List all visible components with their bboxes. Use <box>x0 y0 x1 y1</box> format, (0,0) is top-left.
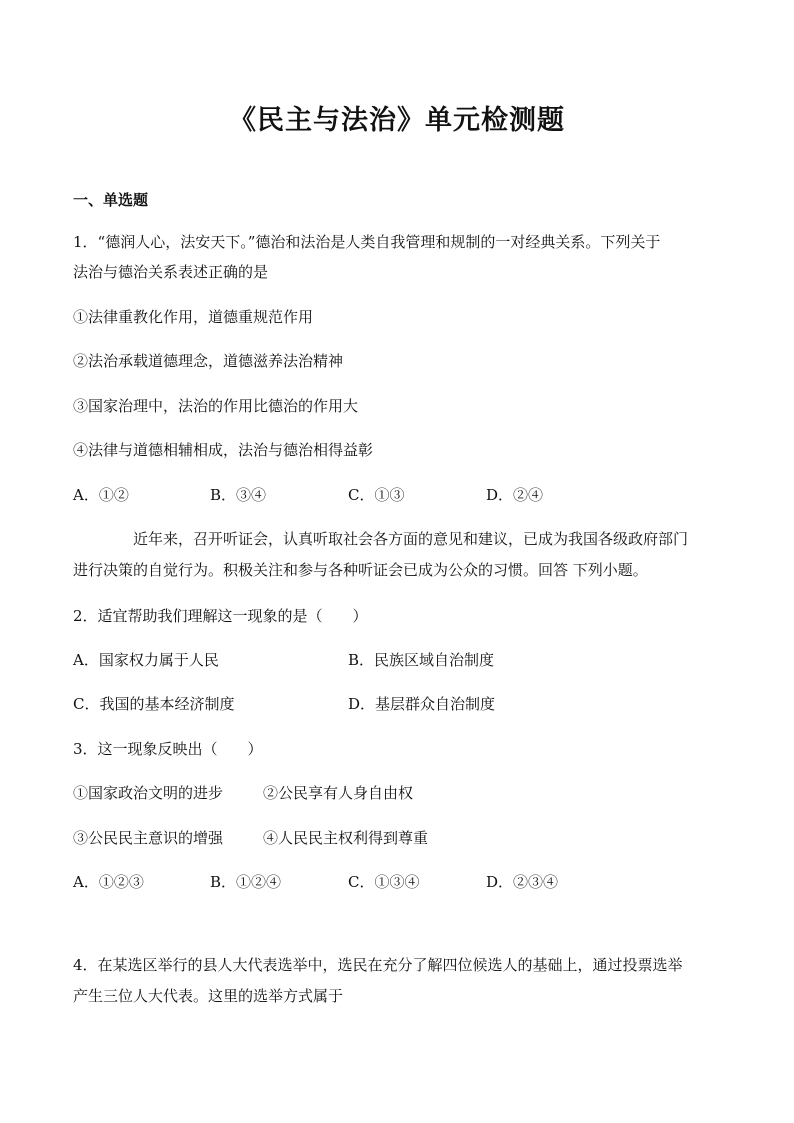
q1-item-2: ②法治承载道德理念，道德滋养法治精神 <box>73 352 344 370</box>
q3-option-a: A．①②③ <box>73 873 144 891</box>
q4-stem-line1: 4．在某选区举行的县人大代表选举中，选民在充分了解四位候选人的基础上，通过投票选举 <box>73 956 683 974</box>
q1-item-4: ④法律与道德相辅相成，法治与德治相得益彰 <box>73 441 374 459</box>
q2-option-a: A．国家权力属于人民 <box>73 651 219 669</box>
q1-option-c: C．①③ <box>348 486 405 504</box>
q1-option-a: A．①② <box>73 486 129 504</box>
q3-item-4: ④人民民主权利得到尊重 <box>263 829 429 847</box>
q3-option-d: D．②③④ <box>486 873 559 891</box>
q1-option-d: D．②④ <box>486 486 544 504</box>
q1-item-1: ①法律重教化作用，道德重规范作用 <box>73 308 314 326</box>
q3-option-b: B．①②④ <box>210 873 282 891</box>
section-heading: 一、单选题 <box>73 191 149 209</box>
q2-option-c: C．我国的基本经济制度 <box>73 695 235 713</box>
q1-stem-line1: 1．“德润人心，法安天下。”德治和法治是人类自我管理和规制的一对经典关系。下列关于 <box>73 233 661 251</box>
q3-option-c: C．①③④ <box>348 873 420 891</box>
q1-item-3: ③国家治理中，法治的作用比德治的作用大 <box>73 397 359 415</box>
q2-stem: 2．适宜帮助我们理解这一现象的是（ ） <box>73 607 368 625</box>
q2-option-b: B．民族区域自治制度 <box>348 651 495 669</box>
q1-option-b: B．③④ <box>210 486 267 504</box>
q3-item-3: ③公民民主意识的增强 <box>73 829 224 847</box>
q2-option-d: D．基层群众自治制度 <box>348 695 496 713</box>
q3-stem: 3．这一现象反映出（ ） <box>73 740 263 758</box>
document-title: 《民主与法治》单元检测题 <box>229 105 565 136</box>
passage-line2: 进行决策的自觉行为。积极关注和参与各种听证会已成为公众的习惯。回答 下列小题。 <box>73 561 648 579</box>
q3-item-1: ①国家政治文明的进步 <box>73 784 224 802</box>
passage-line1: 近年来，召开听证会，认真听取社会各方面的意见和建议，已成为我国各级政府部门 <box>133 530 689 548</box>
q3-item-2: ②公民享有人身自由权 <box>263 784 414 802</box>
q1-stem-line2: 法治与德治关系表述正确的是 <box>73 263 269 281</box>
q4-stem-line2: 产生三位人大代表。这里的选举方式属于 <box>73 987 344 1005</box>
